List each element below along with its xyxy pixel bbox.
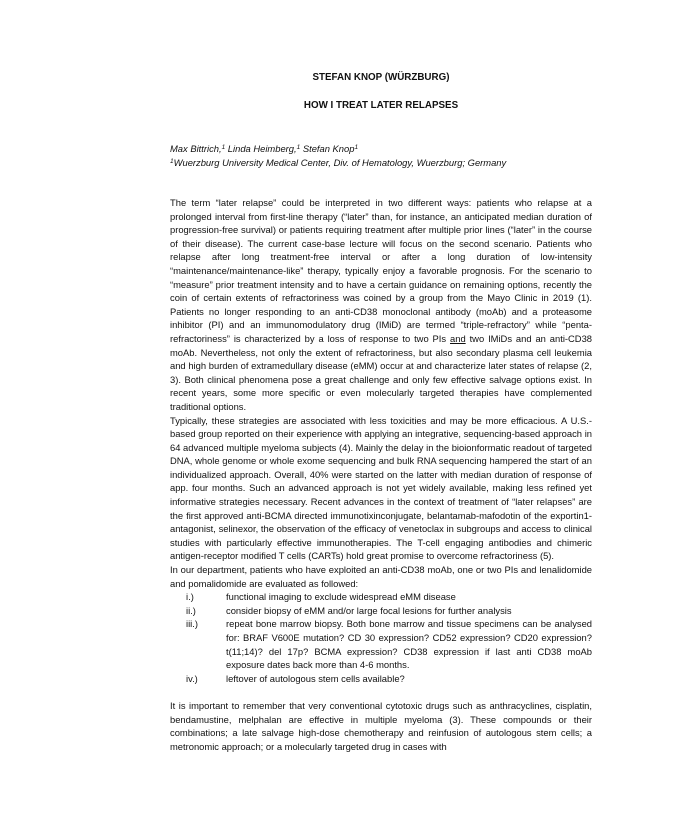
author-sup-3: 1 (354, 144, 359, 151)
list-item-number: ii.) (186, 604, 196, 616)
affiliation-line (170, 156, 506, 170)
author-bittrich: Max Bittrich, (170, 143, 222, 154)
paragraph-3: In our department, patients who have exploited an anti-CD38 moAb, one or two PIs and lenalidomide and pomalidomide are evaluated as followed: (170, 564, 592, 589)
list-item (170, 604, 592, 618)
list-item (170, 617, 592, 671)
paragraph-1-part-b: two IMiDs and an anti-CD38 moAb. Nevertheless, not only the extent of refractoriness, but also secondary plasma cell leukemia and high burden of extramedullary disease (eMM) occur at and characterize later states of relapse (2, 3). Both clinical phenomena pose a great challenge and only few effective salvage options exist. In recent years, some more specific or even molecularly targeted therapies have complemented traditional options. (170, 332, 592, 412)
author-line (170, 142, 358, 156)
list-item-number: iii.) (186, 618, 198, 630)
paragraph-1 (170, 196, 592, 414)
list-item-text: leftover of autologous stem cells available? (226, 672, 405, 684)
author-heimberg: Linda Heimberg, (225, 143, 297, 154)
list-item-text: repeat bone marrow biopsy. Both bone marrow and tissue specimens can be analysed for: BRAF V600E mutation? CD 30 expression? CD52 expression? CD20 expression? t(11;14)? del 17p? BCMA expression? CD38 expression if last anti CD38 moAb exposure dates back more than 4-6 months. (226, 618, 592, 671)
affiliation-text: Wuerzburg University Medical Center, Div. of Hematology, Wuerzburg; Germany (173, 157, 507, 168)
paragraph-4: It is important to remember that very conventional cytotoxic drugs such as anthracyclines, cisplatin, bendamustine, melphalan are effective in multiple myeloma (3). These compounds or their combinations; a late salvage high-dose chemotherapy and reinfusion of autologous stem cells; a metronomic approach; or a molecularly targeted drug in cases with (170, 699, 592, 752)
affiliation-sup: 1 (170, 158, 174, 165)
paragraph-1-part-a: The term “later relapse” could be interpreted in two different ways: patients who relapse at a prolonged interval from first-line therapy (“later” than, for instance, an anticipated median duration of progression-free survival) or patients requiring treatment after multiple prior lines (“later” in the course of their disease). The current case-base lecture will focus on the second scenario. Patients who relapse after long treatment-free interval or after a long duration of low-intensity “maintenance/maintenance-like” therapy, typically enjoy a favorable prognosis. For the scenario to “measure” prior treatment intensity and to have a certain guidance on remaining options, recently the coin of certain extents of refractoriness was coined by a group from the Mayo Clinic in 2019 (1). Patients no longer responding to an anti-CD38 monoclonal antibody (moAb) and a proteasome inhibitor (PI) and an immunomodulatory drug (IMiD) are termed “triple-refractory” while “penta-refractoriness” is characterized by a loss of response to two PIs (170, 197, 592, 344)
author-sup-2: 1 (296, 144, 301, 151)
list-item-text: consider biopsy of eMM and/or large focal lesions for further analysis (226, 604, 512, 616)
list-item-number: i.) (186, 591, 194, 603)
list-item-number: iv.) (186, 672, 198, 684)
body-text (170, 196, 592, 753)
author-sup-1: 1 (221, 144, 226, 151)
list-item (170, 590, 592, 604)
author-knop: Stefan Knop (300, 143, 355, 154)
lecture-title: HOW I TREAT LATER RELAPSES (303, 100, 459, 111)
evaluation-list (170, 590, 592, 685)
paragraph-gap (170, 685, 592, 699)
paragraph-2: Typically, these strategies are associated with less toxicities and may be more efficacious. A U.S.-based group reported on their experience with applying an integrative, sequencing-based approach in 64 advanced multiple myeloma subjects (4). Mainly the delay in the bioionformatic readout of targeted DNA, whole genome or whole exome sequencing and bulk RNA sequencing hampered the start of an individualized approach. Overall, 40% were started on the latter with median duration of response of app. four months. Such an advanced approach is not yet widely available, making less refined yet informative strategies necessary. Recent advances in the context of treatment of “later relapses” are the first approved anti-BCMA directed immunotixinconjugate, belantamab-mafodotin of the exportin1-antagonist, selinexor, the observation of the efficacy of venetoclax in subgroups and access to clinical studies with particularly effective immunotherapies. The T-cell engaging antibodies and chimeric antigen-receptor modified T cells (CARTs) hold great promise to overcome refractoriness (5). (170, 414, 592, 562)
list-item (170, 672, 592, 686)
speaker-heading: STEFAN KNOP (WÜRZBURG) (312, 72, 450, 83)
underlined-and: and (450, 332, 466, 344)
list-item-text: functional imaging to exclude widespread eMM disease (226, 591, 456, 603)
